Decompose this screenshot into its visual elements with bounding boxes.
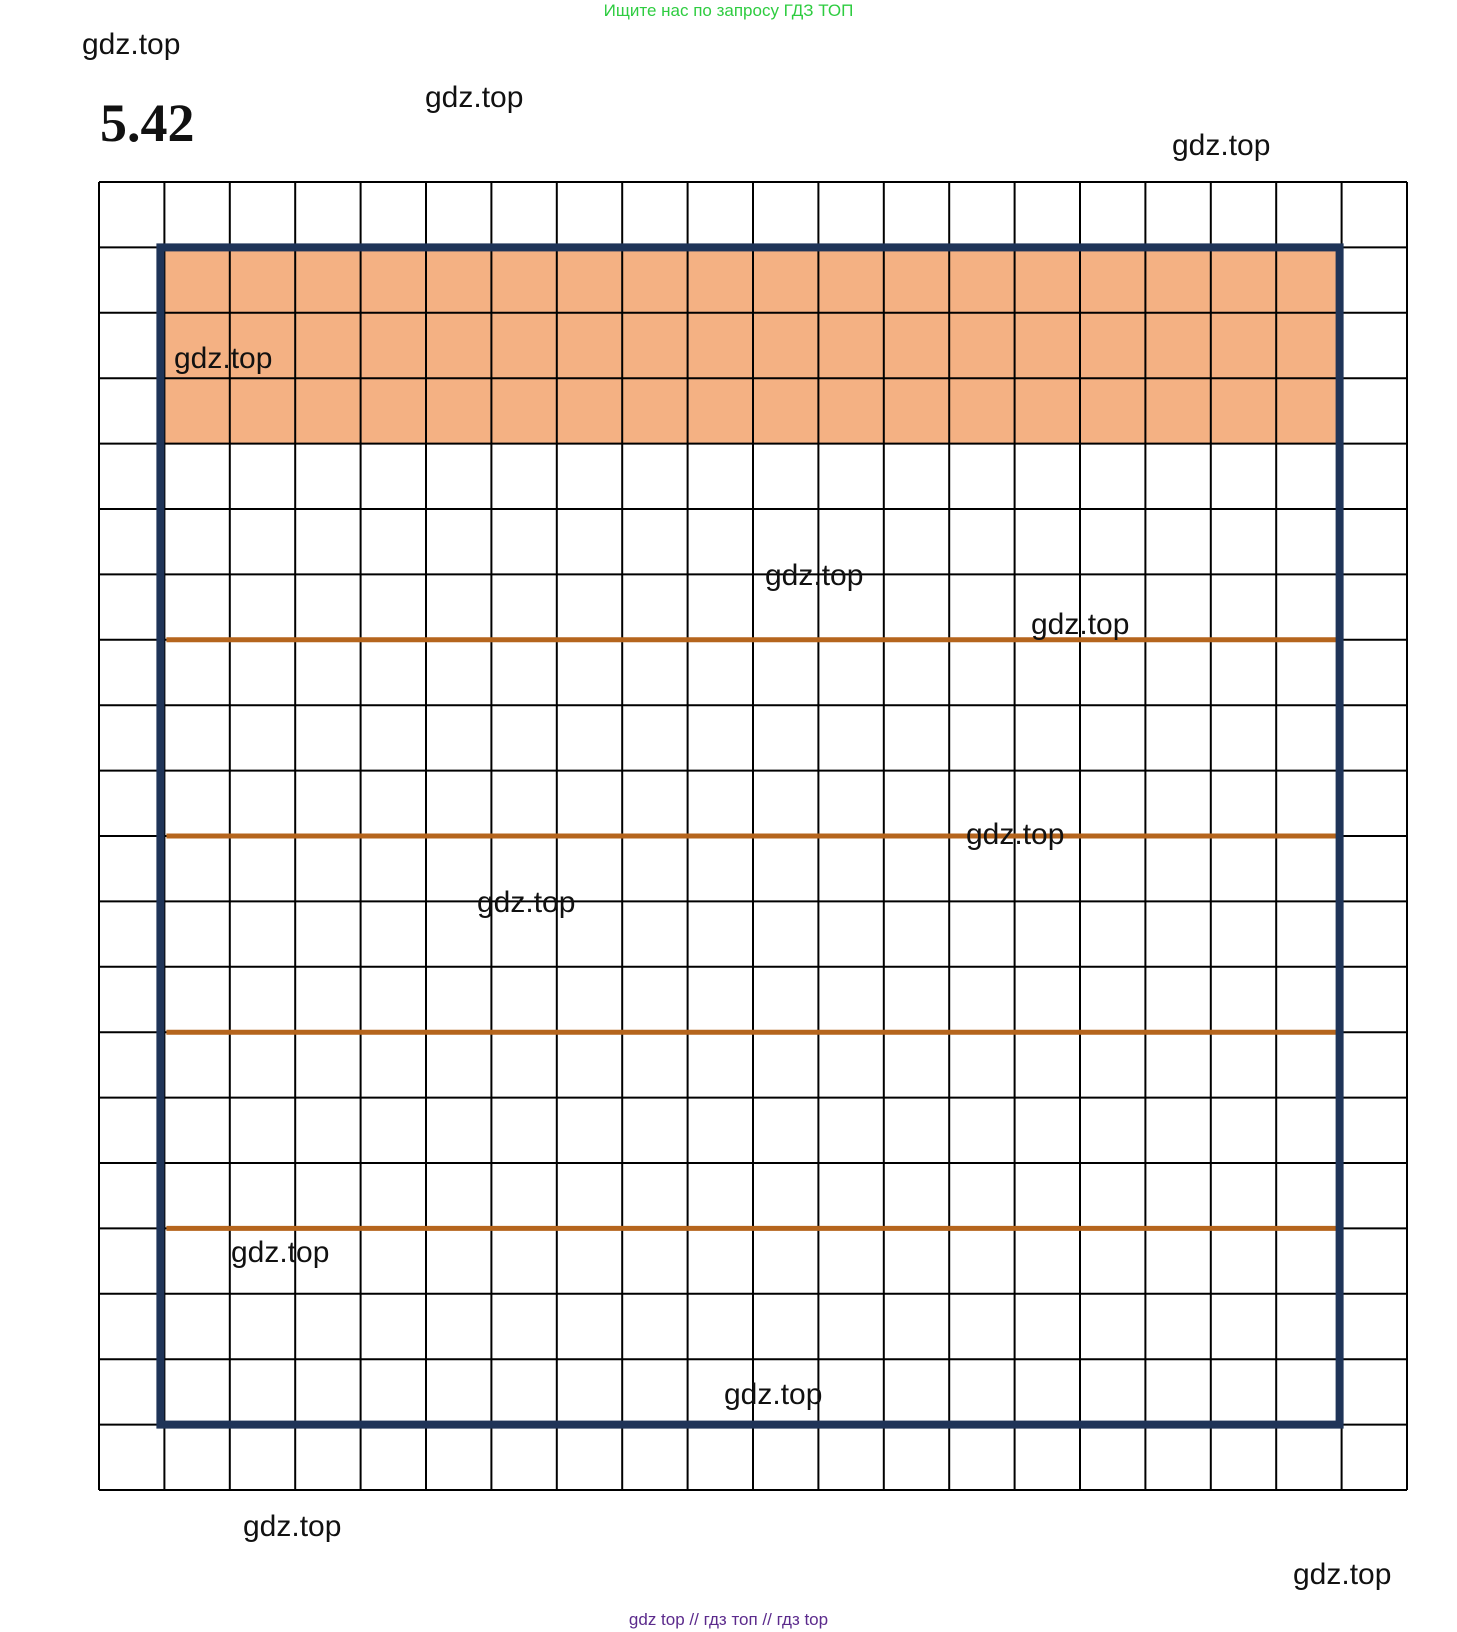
watermark: gdz.top	[477, 886, 576, 919]
top-banner: Ищите нас по запросу ГДЗ ТОП	[603, 1, 854, 20]
footer-links: gdz top // гдз топ // гдз top	[628, 1610, 829, 1629]
watermark: gdz.top	[174, 342, 273, 375]
watermark: gdz.top	[231, 1236, 330, 1269]
watermark: gdz.top	[243, 1510, 342, 1543]
watermark: gdz.top	[82, 28, 181, 61]
watermark: gdz.top	[765, 559, 864, 592]
watermark: gdz.top	[1172, 129, 1271, 162]
watermark: gdz.top	[425, 81, 524, 114]
watermark: gdz.top	[724, 1378, 823, 1411]
problem-number: 5.42	[100, 93, 195, 153]
watermark: gdz.top	[1031, 608, 1130, 641]
watermark: gdz.top	[1293, 1558, 1392, 1591]
watermark: gdz.top	[966, 818, 1065, 851]
